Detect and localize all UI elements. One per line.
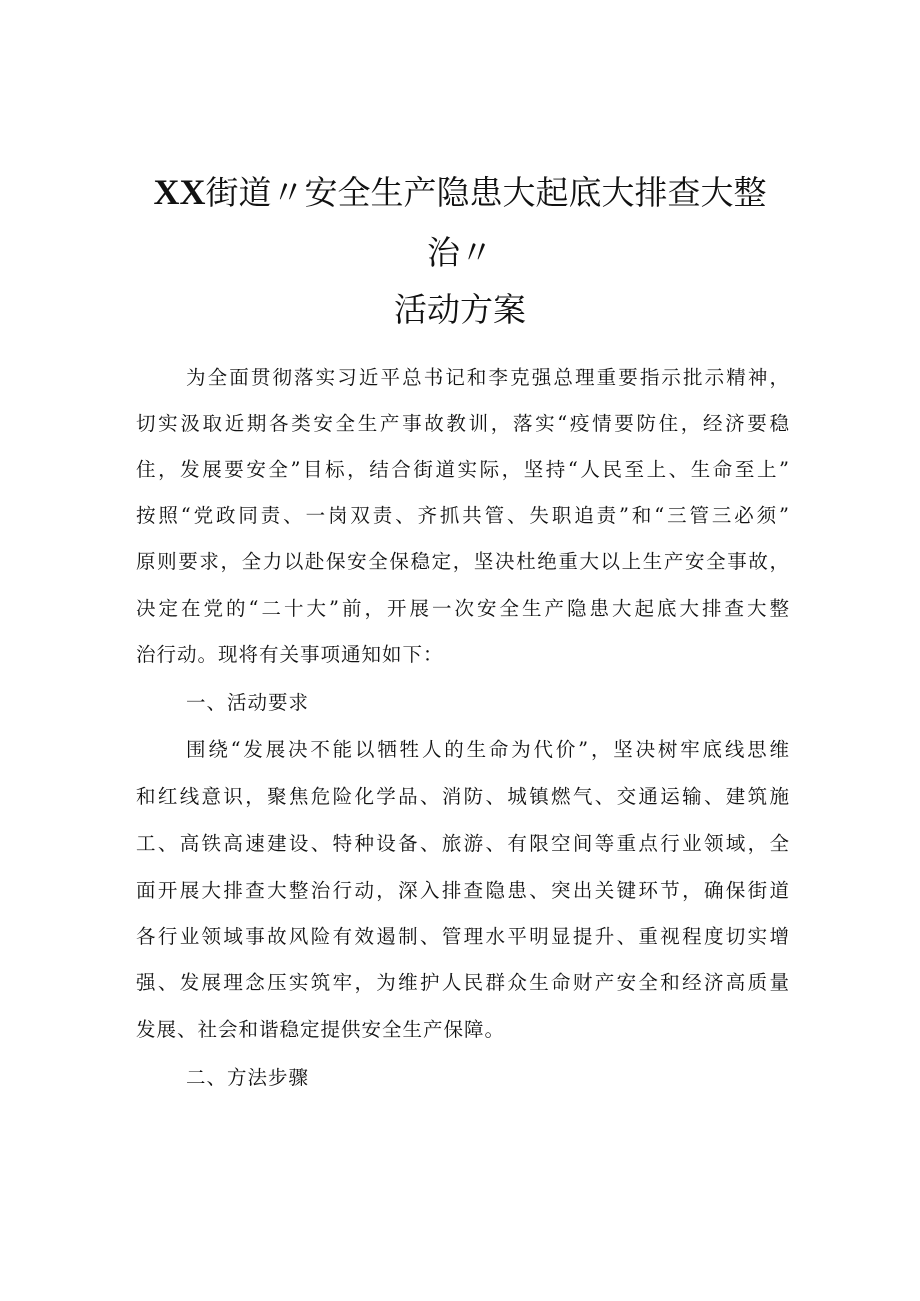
section1-line: 工、高铁高速建设、特种设备、旅游、有限空间等重点行业领域，全 bbox=[136, 832, 790, 855]
section1-line: 发展、社会和谐稳定提供安全生产保障。 bbox=[136, 1018, 506, 1041]
title-line-1 bbox=[100, 172, 820, 213]
section-heading-2: 二、方法步骤 bbox=[186, 1066, 310, 1089]
section1-line: 强、发展理念压实筑牢，为维护人民群众生命财产安全和经济高质量 bbox=[136, 971, 790, 994]
intro-line: 住，发展要安全”目标，结合街道实际，坚持“人民至上、生命至上” bbox=[136, 458, 790, 481]
intro-line: 原则要求，全力以赴保安全保稳定，坚决杜绝重大以上生产安全事故， bbox=[136, 550, 790, 573]
section-heading-1: 一、活动要求 bbox=[186, 691, 310, 714]
section1-line: 围绕“发展决不能以牺牲人的生命为代价”，坚决树牢底线思维 bbox=[186, 738, 790, 761]
title-line-3: 活动方案 bbox=[394, 290, 526, 329]
section1-line: 和红线意识，聚焦危险化学品、消防、城镇燃气、交通运输、建筑施 bbox=[136, 785, 790, 808]
section1-line: 面开展大排查大整治行动，深入排查隐患、突出关键环节，确保街道 bbox=[136, 879, 790, 902]
section1-line: 各行业领域事故风险有效遏制、管理水平明显提升、重视程度切实增 bbox=[136, 925, 790, 948]
intro-line: 治行动。现将有关事项通知如下： bbox=[136, 643, 444, 666]
intro-line: 为全面贯彻落实习近平总书记和李克强总理重要指示批示精神， bbox=[186, 366, 790, 389]
title-line-1-text: 街道〃安全生产隐患大起底大排查大整 bbox=[205, 173, 767, 212]
title-line-2: 治〃 bbox=[427, 233, 493, 272]
intro-line: 切实汲取近期各类安全生产事故教训，落实“疫情要防住，经济要稳 bbox=[136, 412, 790, 435]
intro-line: 按照“党政同责、一岗双责、齐抓共管、失职追责”和“三管三必须” bbox=[136, 504, 790, 527]
intro-line: 决定在党的“二十大”前，开展一次安全生产隐患大起底大排查大整 bbox=[136, 597, 790, 620]
title-prefix: XX bbox=[153, 172, 206, 212]
